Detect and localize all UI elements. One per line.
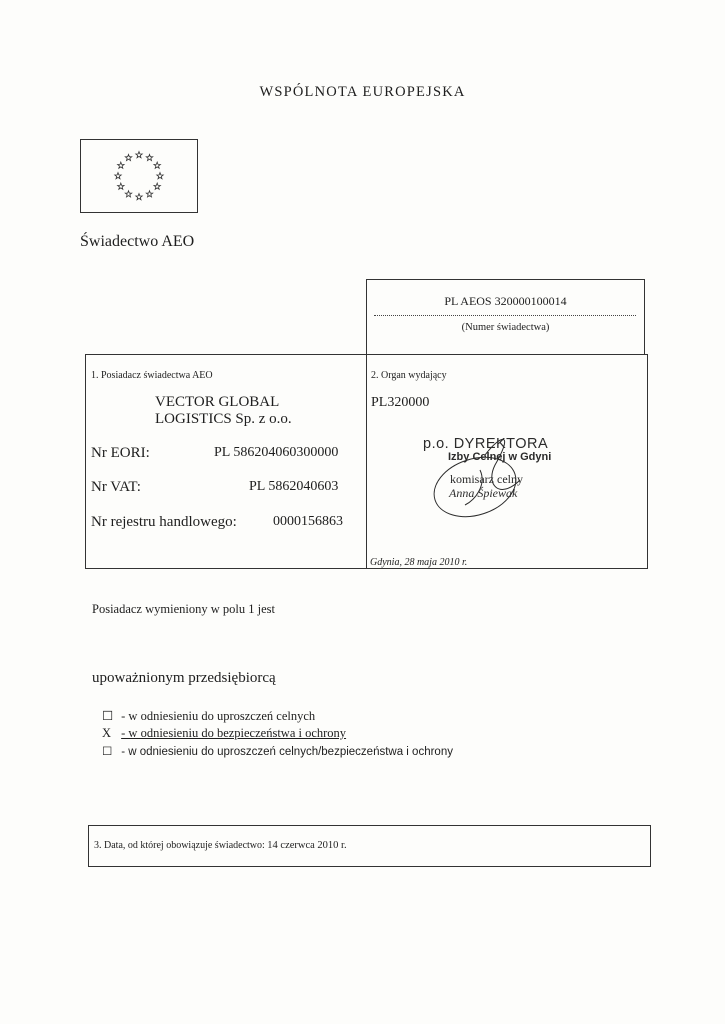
validity-line bbox=[94, 840, 347, 851]
holder-label: 1. Posiadacz świadectwa AEO bbox=[91, 370, 213, 381]
eori-label: Nr EORI: bbox=[91, 445, 150, 461]
eori-value: PL 586204060300000 bbox=[214, 445, 339, 460]
option-text: - w odniesieniu do uproszczeń celnych bbox=[121, 709, 316, 723]
stamp-line-4: Anna Śpiewak bbox=[449, 486, 518, 500]
option-text: - w odniesieniu do bezpieczeństwa i ochrony bbox=[121, 726, 347, 740]
certificate-title: Świadectwo AEO bbox=[80, 233, 195, 250]
option-security bbox=[102, 726, 346, 741]
eu-star-icon bbox=[154, 162, 160, 168]
validity-label: 3. Data, od której obowiązuje świadectwo: bbox=[94, 840, 265, 851]
option-customs-security bbox=[102, 744, 453, 758]
stamp-line-1: p.o. DYREKTORA bbox=[423, 436, 549, 452]
eu-star-icon bbox=[118, 183, 124, 189]
document-header: WSPÓLNOTA EUROPEJSKA bbox=[259, 84, 466, 100]
checkbox-icon: ☐ bbox=[102, 746, 113, 758]
eu-flag-icon bbox=[80, 139, 198, 213]
register-value: 0000156863 bbox=[273, 514, 343, 529]
certificate-number: PL AEOS 320000100014 bbox=[444, 294, 567, 308]
vat-value: PL 5862040603 bbox=[249, 479, 339, 494]
checked-mark-icon: X bbox=[102, 726, 112, 740]
eu-star-icon bbox=[118, 162, 124, 168]
eu-star-icon bbox=[125, 154, 131, 160]
eu-star-icon bbox=[146, 191, 152, 197]
certificate-number-box bbox=[366, 279, 645, 355]
option-customs bbox=[102, 708, 315, 724]
eu-star-icon bbox=[115, 173, 121, 179]
authorised-text: upoważnionym przedsiębiorcą bbox=[92, 670, 276, 686]
issue-date: Gdynia, 28 maja 2010 r. bbox=[370, 557, 468, 568]
vat-label: Nr VAT: bbox=[91, 479, 141, 495]
issuer-label: 2. Organ wydający bbox=[371, 370, 447, 381]
eu-stars-icon bbox=[81, 140, 197, 212]
company-name-line1: VECTOR GLOBAL bbox=[155, 394, 280, 410]
stamp-line-2: Izby Celnej w Gdyni bbox=[448, 451, 552, 463]
validity-value: 14 czerwca 2010 r. bbox=[267, 840, 347, 851]
stamp-line-3: komisarz celny bbox=[450, 472, 523, 486]
eu-star-icon bbox=[146, 154, 152, 160]
register-label: Nr rejestru handlowego: bbox=[91, 514, 237, 530]
eu-star-icon bbox=[136, 152, 142, 158]
option-text: - w odniesieniu do uproszczeń celnych/bezpieczeństwa i ochrony bbox=[121, 746, 453, 758]
statement-text: Posiadacz wymieniony w polu 1 jest bbox=[92, 602, 275, 616]
dotted-line bbox=[374, 315, 636, 316]
checkbox-icon: ☐ bbox=[102, 709, 114, 723]
eu-star-icon bbox=[157, 173, 163, 179]
eu-star-icon bbox=[154, 183, 160, 189]
eu-star-icon bbox=[125, 191, 131, 197]
eu-star-icon bbox=[136, 194, 142, 200]
company-name-line2: LOGISTICS Sp. z o.o. bbox=[155, 411, 292, 427]
certificate-number-caption: (Numer świadectwa) bbox=[461, 322, 550, 333]
issuer-code: PL320000 bbox=[371, 395, 430, 410]
